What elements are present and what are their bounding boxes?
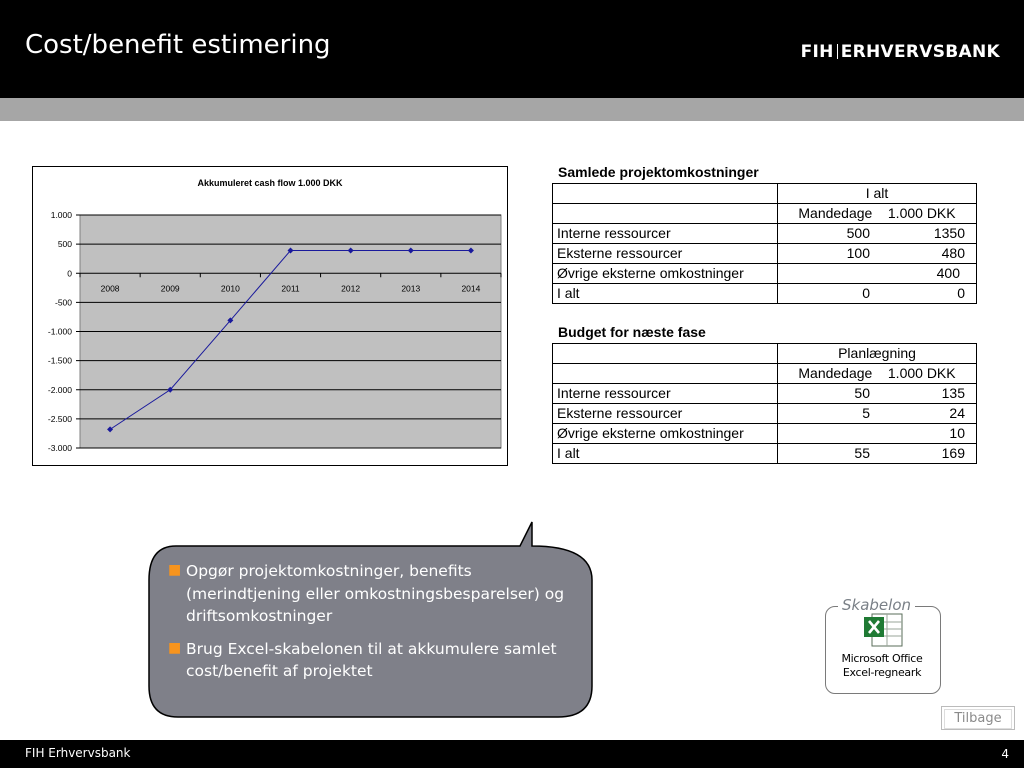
budget-table-corner: [553, 344, 778, 364]
row-values: [778, 444, 977, 464]
row-value-dkk: 24: [949, 405, 965, 421]
row-values: [778, 404, 977, 424]
footer-bar: [0, 740, 1024, 768]
y-tick-label: -1.000: [47, 326, 72, 337]
row-label: I alt: [553, 444, 778, 464]
budget-table-title: Budget for næste fase: [558, 324, 706, 340]
cost-table-col1: Mandedage: [798, 205, 873, 221]
back-button[interactable]: [941, 706, 1015, 730]
row-value-days: 100: [846, 245, 870, 261]
brand-logo: [801, 42, 1000, 62]
row-values: [778, 224, 977, 244]
y-tick-label: -2.000: [47, 384, 72, 395]
row-value-dkk: 1350: [933, 225, 965, 241]
bullet-item: [168, 560, 568, 628]
x-tick-label: 2011: [281, 283, 300, 294]
budget-table-col1: Mandedage: [798, 365, 873, 381]
row-label: Interne ressourcer: [553, 224, 778, 244]
row-value-days: 50: [854, 385, 870, 401]
cost-table-corner: [553, 184, 778, 204]
bullet-marker-icon: ■: [168, 639, 182, 656]
row-values: [778, 284, 977, 304]
header-stripe: [0, 98, 1024, 121]
table-row: [553, 424, 977, 444]
x-tick-label: 2009: [160, 283, 180, 294]
row-value-dkk: 480: [941, 245, 965, 261]
table-row: [553, 284, 977, 304]
bullet-item: [168, 638, 568, 683]
back-button-label: Tilbage: [944, 709, 1012, 729]
row-values: [778, 424, 977, 444]
row-value-days: 5: [862, 405, 870, 421]
y-tick-label: 500: [57, 239, 72, 250]
y-tick-label: -1.500: [47, 355, 72, 366]
cost-table-col2: 1.000 DKK: [887, 205, 956, 221]
table-row: [553, 224, 977, 244]
cost-table-col-headers: [778, 204, 977, 224]
row-values: [778, 264, 977, 284]
table-row: [553, 404, 977, 424]
row-value-dkk: 10: [949, 425, 965, 441]
template-name-line2: Excel-regneark: [842, 666, 922, 679]
x-tick-label: 2008: [100, 283, 120, 294]
row-label: Eksterne ressourcer: [553, 244, 778, 264]
y-tick-label: 1.000: [50, 210, 72, 220]
row-label: Øvrige eksterne omkostninger: [553, 424, 778, 444]
template-label: Skabelon: [838, 596, 915, 614]
y-tick-label: -500: [54, 297, 72, 308]
cost-table: [552, 183, 977, 304]
y-tick-label: -2.500: [47, 413, 72, 424]
cost-table-group-header: I alt: [778, 184, 977, 204]
budget-table-corner-2: [553, 364, 778, 384]
row-label: Øvrige eksterne omkostninger: [553, 264, 778, 284]
row-value-days: 500: [846, 225, 870, 241]
x-tick-label: 2010: [220, 283, 240, 294]
chart-title: Akkumuleret cash flow 1.000 DKK: [197, 178, 343, 188]
row-value-dkk: 0: [957, 285, 965, 301]
table-row: [553, 384, 977, 404]
bullet-text: Opgør projektomkostninger, benefits (merindtjening eller omkostningsbesparelser) og driftsomkostninger: [186, 562, 565, 625]
row-values: [778, 384, 977, 404]
cashflow-chart: [32, 166, 508, 466]
row-value-days: 0: [862, 285, 870, 301]
brand-logo-right: ERHVERVSBANK: [840, 42, 1000, 62]
budget-table: [552, 343, 977, 464]
x-tick-label: 2014: [461, 283, 481, 294]
budget-table-col2: 1.000 DKK: [887, 365, 956, 381]
cost-table-corner-2: [553, 204, 778, 224]
y-tick-label: -3.000: [47, 443, 72, 453]
row-value-dkk: 400: [936, 265, 960, 281]
table-row: [553, 444, 977, 464]
row-label: Eksterne ressourcer: [553, 404, 778, 424]
x-tick-label: 2013: [401, 283, 421, 294]
page-title: Cost/benefit estimering: [25, 30, 331, 60]
row-values: [778, 244, 977, 264]
template-name[interactable]: [826, 652, 938, 680]
y-tick-label: 0: [67, 268, 72, 279]
budget-table-group-header: Planlægning: [778, 344, 977, 364]
brand-logo-left: FIH: [800, 42, 834, 62]
table-row: [553, 244, 977, 264]
row-label: Interne ressourcer: [553, 384, 778, 404]
chart-canvas: [33, 167, 507, 465]
bullet-text: Brug Excel-skabelonen til at akkumulere samlet cost/benefit af projektet: [186, 639, 557, 680]
budget-table-col-headers: [778, 364, 977, 384]
footer-company: FIH Erhvervsbank: [25, 746, 131, 760]
bubble-text: [168, 560, 568, 693]
excel-icon[interactable]: [863, 612, 905, 648]
bullet-marker-icon: ■: [168, 562, 182, 578]
row-value-dkk: 135: [941, 385, 965, 401]
row-value-dkk: 169: [941, 445, 965, 461]
row-label: I alt: [553, 284, 778, 304]
x-tick-label: 2012: [341, 283, 361, 294]
cost-table-title: Samlede projektomkostninger: [558, 164, 759, 180]
page-number: 4: [1001, 747, 1009, 761]
header-bar: [0, 0, 1024, 98]
table-row: [553, 264, 977, 284]
brand-separator: [837, 44, 838, 59]
template-name-line1: Microsoft Office: [841, 652, 923, 665]
row-value-days: 55: [854, 445, 870, 461]
